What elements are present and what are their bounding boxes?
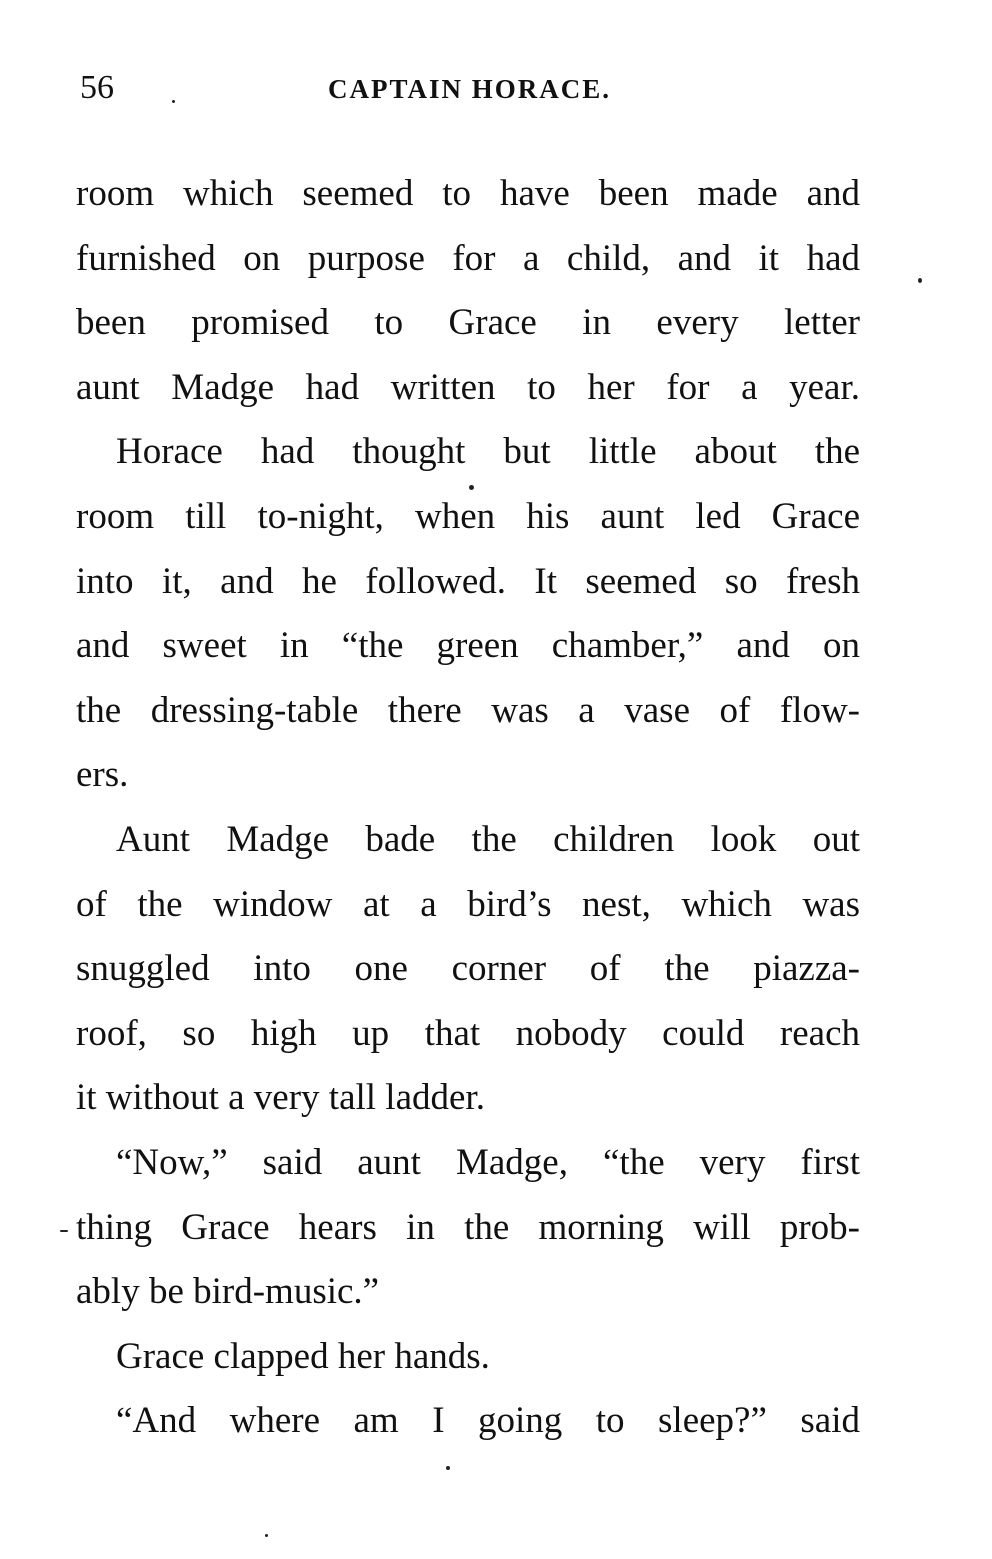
body-text [76, 162, 860, 1454]
ink-speck [265, 1534, 268, 1537]
text-line: “Now,” said aunt Madge, “the very first [116, 1141, 860, 1183]
text-line: Aunt Madge bade the children look out [116, 818, 860, 860]
text-line: snuggled into one corner of the piazza- [76, 948, 860, 990]
text-line: furnished on purpose for a child, and it had [76, 237, 860, 279]
text-line: been promised to Grace in every letter [76, 302, 860, 344]
text-line: the dressing-table there was a vase of flow- [76, 689, 860, 731]
text-line: ers. [76, 754, 129, 796]
text-line: of the window at a bird’s nest, which was [76, 883, 860, 925]
text-line: roof, so high up that nobody could reach [76, 1012, 860, 1054]
text-line: room till to-night, when his aunt led Grace [76, 495, 860, 537]
text-line: aunt Madge had written to her for a year. [76, 366, 860, 408]
text-line: “And where am I going to sleep?” said [116, 1400, 860, 1442]
running-title: CAPTAIN HORACE. [328, 74, 612, 104]
ink-speck [172, 100, 175, 103]
page-header [80, 68, 860, 108]
text-line: room which seemed to have been made and [76, 173, 860, 214]
ink-speck [469, 485, 474, 490]
ink-speck [60, 1230, 68, 1232]
text-line: ably be bird-music.” [76, 1271, 380, 1313]
ink-speck [446, 1466, 450, 1470]
text-line: thing Grace hears in the morning will prob- [76, 1206, 860, 1248]
text-line: and sweet in “the green chamber,” and on [76, 625, 860, 667]
text-line: into it, and he followed. It seemed so fresh [76, 560, 860, 602]
ink-speck [918, 278, 922, 283]
text-line: Horace had thought but little about the [116, 431, 860, 473]
text-line: Grace clapped her hands. [116, 1335, 490, 1377]
text-line: it without a very tall ladder. [76, 1077, 485, 1119]
page-number: 56 [80, 69, 114, 106]
